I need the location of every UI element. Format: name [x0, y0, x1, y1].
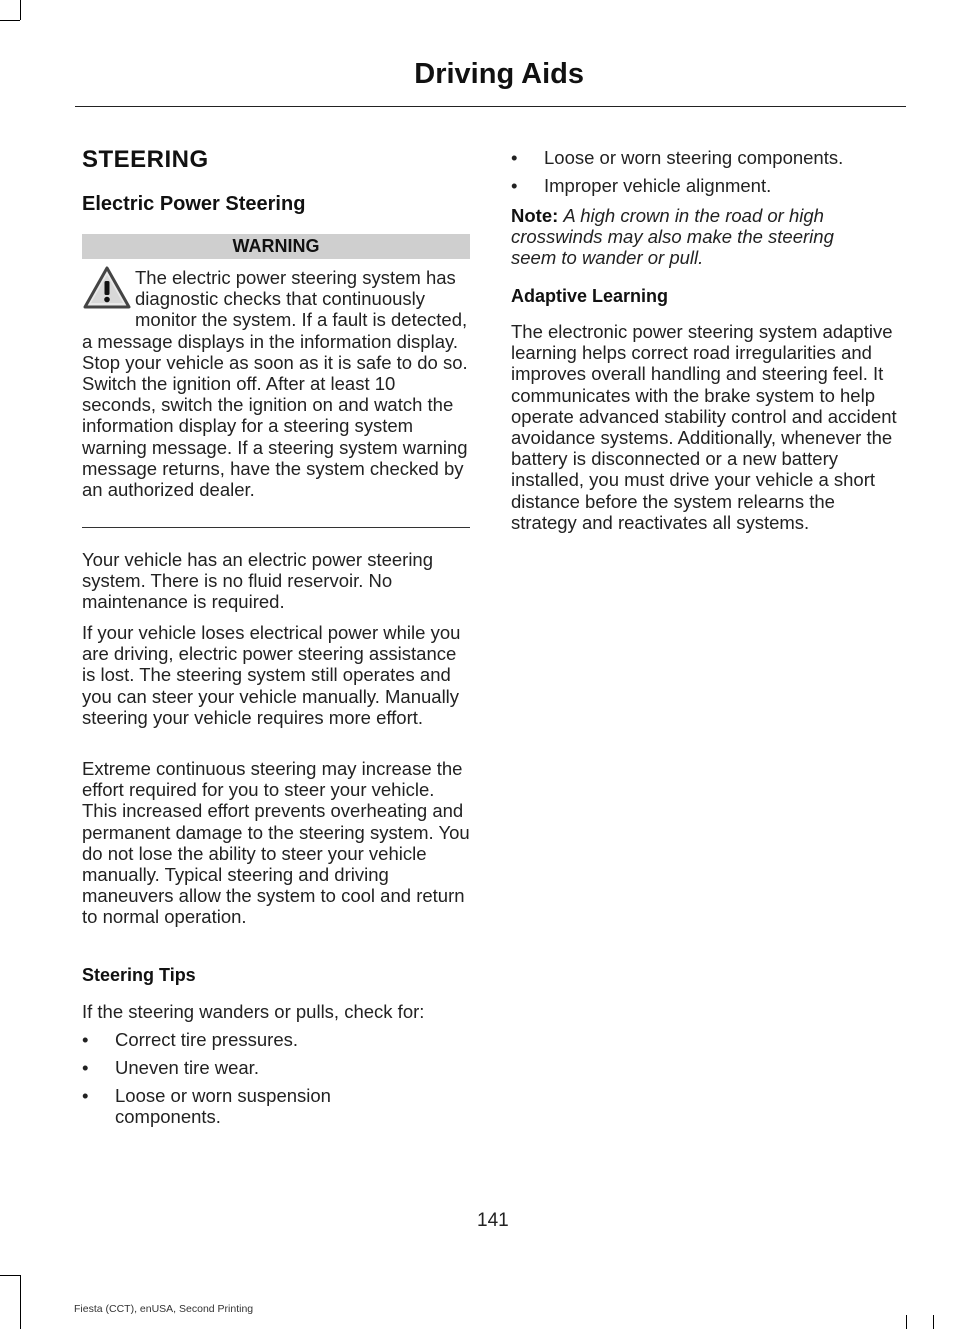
- list-item-text: Uneven tire wear.: [115, 1057, 259, 1078]
- adaptive-learning-text: The electronic power steering system adaptive learning helps correct road irregularities and improves overall handling and steering feel. It communicates with the brake system to help operate advanced stability control and accident avoidance systems. Additionally, whenever the battery is disconnected or a new battery installed, you must drive your vehicle a short distance before the system relearns the strategy and reactivates all systems.: [511, 321, 897, 533]
- crop-mark-bottom-left-h: [0, 1275, 20, 1276]
- list-item-text: Improper vehicle alignment.: [544, 175, 772, 196]
- bullet-marker: •: [82, 1057, 89, 1078]
- section-title: STEERING: [82, 146, 209, 173]
- crop-mark-top-left-v: [20, 0, 21, 20]
- crop-mark-bottom-left-v: [20, 1275, 21, 1329]
- crop-mark-bottom-right-v2: [933, 1315, 934, 1329]
- list-item: [82, 1085, 470, 1129]
- paragraph-power-loss: If your vehicle loses electrical power while you are driving, electric power steering assistance is lost. The steering system still operates and you can steer your vehicle manually. Manually steering your vehicle requires more effort.: [82, 622, 461, 728]
- page-number: 141: [477, 1210, 509, 1231]
- crop-mark-top-left-h: [0, 20, 20, 21]
- paragraph-no-fluid: Your vehicle has an electric power steering system. There is no fluid reservoir. No maintenance is required.: [82, 549, 434, 613]
- steering-tips-intro: If the steering wanders or pulls, check for:: [82, 1001, 425, 1022]
- bullet-marker: •: [82, 1085, 89, 1106]
- steering-tips-title: Steering Tips: [82, 965, 196, 985]
- list-item-text: Loose or worn steering components.: [544, 147, 844, 168]
- warning-divider: [82, 527, 470, 528]
- subsection-title: Electric Power Steering: [82, 193, 306, 215]
- note-label: Note:: [511, 205, 559, 226]
- list-item: [511, 175, 903, 197]
- adaptive-learning-title: Adaptive Learning: [511, 286, 669, 306]
- warning-text: The electric power steering system has diagnostic checks that continuously monitor the system. If a fault is detected, a message displays in the information display. Stop your vehicle as soon as it is safe to do so. Switch the ignition off. After at least 10 seconds, switch the ignition on and watch the information display for a steering system warning message. If a steering system warning message returns, have the system checked by an authorized dealer.: [82, 267, 468, 501]
- list-item: [511, 147, 903, 169]
- bullet-marker: •: [511, 147, 518, 168]
- header-rule: [75, 106, 906, 107]
- note: [511, 205, 881, 269]
- list-item-text: Loose or worn suspension components.: [115, 1085, 331, 1128]
- bullet-marker: •: [82, 1029, 89, 1050]
- page-title: Driving Aids: [414, 58, 584, 90]
- list-item: [82, 1029, 470, 1051]
- list-item: [82, 1057, 470, 1079]
- note-text: A high crown in the road or high crosswinds may also make the steering seem to wander or pull.: [511, 205, 834, 269]
- edition-footer: Fiesta (CCT), enUSA, Second Printing: [74, 1303, 254, 1315]
- paragraph-extreme-steering: Extreme continuous steering may increase the effort required for you to steer your vehicle. This increased effort prevents overheating and permanent damage to the steering system. You do not lose the ability to steer your vehicle manually. Typical steering and driving maneuvers allow the system to cool and return to normal operation.: [82, 758, 470, 928]
- list-item-text: Correct tire pressures.: [115, 1029, 298, 1050]
- crop-mark-bottom-right-v1: [906, 1315, 907, 1329]
- warning-label: WARNING: [82, 234, 470, 259]
- bullet-marker: •: [511, 175, 518, 196]
